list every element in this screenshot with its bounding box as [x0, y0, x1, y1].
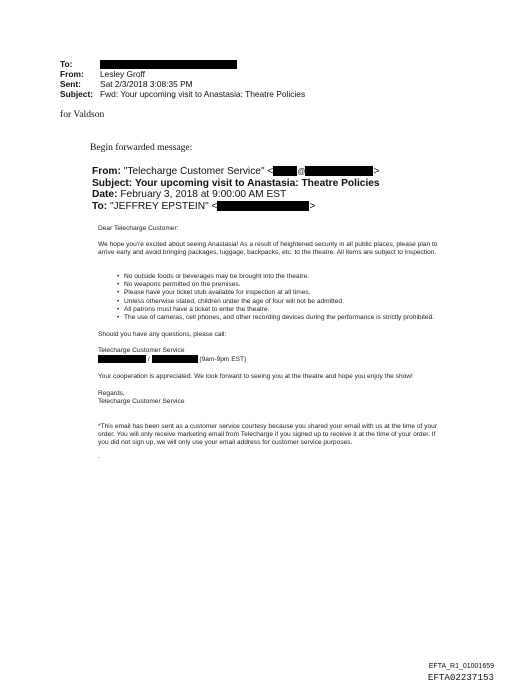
email-header: [60, 59, 360, 103]
list-item: • The use of cameras, cell phones, and other recording devices during the performance is strictly prohibited.: [115, 314, 446, 322]
to-label: To:: [60, 59, 73, 69]
forwarded-from-label: From:: [92, 166, 121, 177]
redaction: [217, 201, 309, 211]
list-item: • Unless otherwise stated, children under the age of four will not be admitted.: [115, 298, 446, 306]
forwarded-subject-label: Subject:: [92, 177, 133, 189]
disclaimer-text: *This email has been sent as a customer service courtesy because you shared your email with us at the time of your order. You will only receive marketing email from Telecharge if you signed up to receive it at the time of your order. If you did not sign up, we will only use your email address for customer service purposes.: [98, 423, 438, 447]
forwarded-to-label: To:: [92, 200, 108, 212]
greeting: Dear Telecharge Customer:: [98, 225, 179, 232]
forwarded-to-row: [92, 201, 432, 213]
to-redacted: [100, 59, 237, 69]
reference-number-2: EFTA02237153: [427, 672, 494, 683]
contact-name: Telecharge Customer Service: [98, 346, 185, 354]
intro-paragraph: We hope you're excited about seeing Anastasia! As a result of heightened security in all public places, please plan to arrive early and avoid bringing packages, luggage, backpacks, etc. to the theatre. All items are subject to inspection.: [98, 241, 438, 257]
sent-value: Sat 2/3/2018 3:08:35 PM: [100, 79, 193, 89]
forwarded-intro: Begin forwarded message:: [90, 142, 193, 153]
subject-label: Subject:: [60, 89, 94, 99]
message-body: [98, 225, 446, 462]
forwarded-subject-value: Your upcoming visit to Anastasia: Theatre Policies: [135, 177, 380, 189]
forwarded-subject-row: [92, 178, 432, 190]
forwarded-header: [92, 166, 432, 212]
trailing-dot: .: [98, 453, 100, 461]
list-item: • No outside foods or beverages may be brought into the theatre.: [115, 273, 446, 281]
from-label: From:: [60, 69, 84, 79]
forwarded-from-name: "Telecharge Customer Service" <: [123, 166, 274, 177]
from-row: [60, 69, 360, 79]
appreciation-text: Your cooperation is appreciated. We look forward to seeing you at the theatre and hope you enjoy the show!: [98, 372, 413, 380]
policy-list: [115, 273, 446, 322]
list-item: • Please have your ticket stub available for inspection at all times.: [115, 289, 446, 297]
list-item: • No weapons permitted on the premises.: [115, 281, 446, 289]
note-text: for Valdson: [60, 109, 105, 120]
signature-text: Telecharge Customer Service: [98, 398, 185, 406]
closing-text: Regards,: [98, 389, 125, 397]
contact-separator: /: [147, 355, 150, 363]
forwarded-date-row: [92, 189, 432, 201]
forwarded-date-value: February 3, 2018 at 9:00:00 AM EST: [120, 189, 287, 201]
sent-label: Sent:: [60, 79, 81, 89]
reference-number-1: EFTA_R1_01001659: [428, 663, 494, 670]
redaction: [98, 355, 146, 363]
list-item: • All patrons must have a ticket to enter the theatre.: [115, 306, 446, 314]
forwarded-to-close: >: [309, 200, 316, 212]
redaction: [273, 166, 297, 176]
from-value: Lesley Groff: [100, 69, 145, 79]
subject-row: [60, 89, 360, 99]
subject-value: Fwd: Your upcoming visit to Anastasia: Theatre Policies: [100, 89, 306, 99]
questions-text: Should you have any questions, please call:: [98, 330, 227, 338]
forwarded-from-at: @: [297, 167, 306, 176]
sent-row: [60, 79, 360, 89]
forwarded-from-row: [92, 166, 432, 178]
redaction: [305, 166, 373, 176]
contact-row: [98, 355, 446, 364]
redaction: [152, 355, 198, 363]
contact-hours: (9am-9pm EST): [199, 355, 247, 363]
to-row: [60, 59, 360, 69]
forwarded-date-label: Date:: [92, 189, 118, 201]
forwarded-from-close: >: [373, 166, 380, 177]
forwarded-to-value: "JEFFREY EPSTEIN" <: [109, 200, 218, 212]
